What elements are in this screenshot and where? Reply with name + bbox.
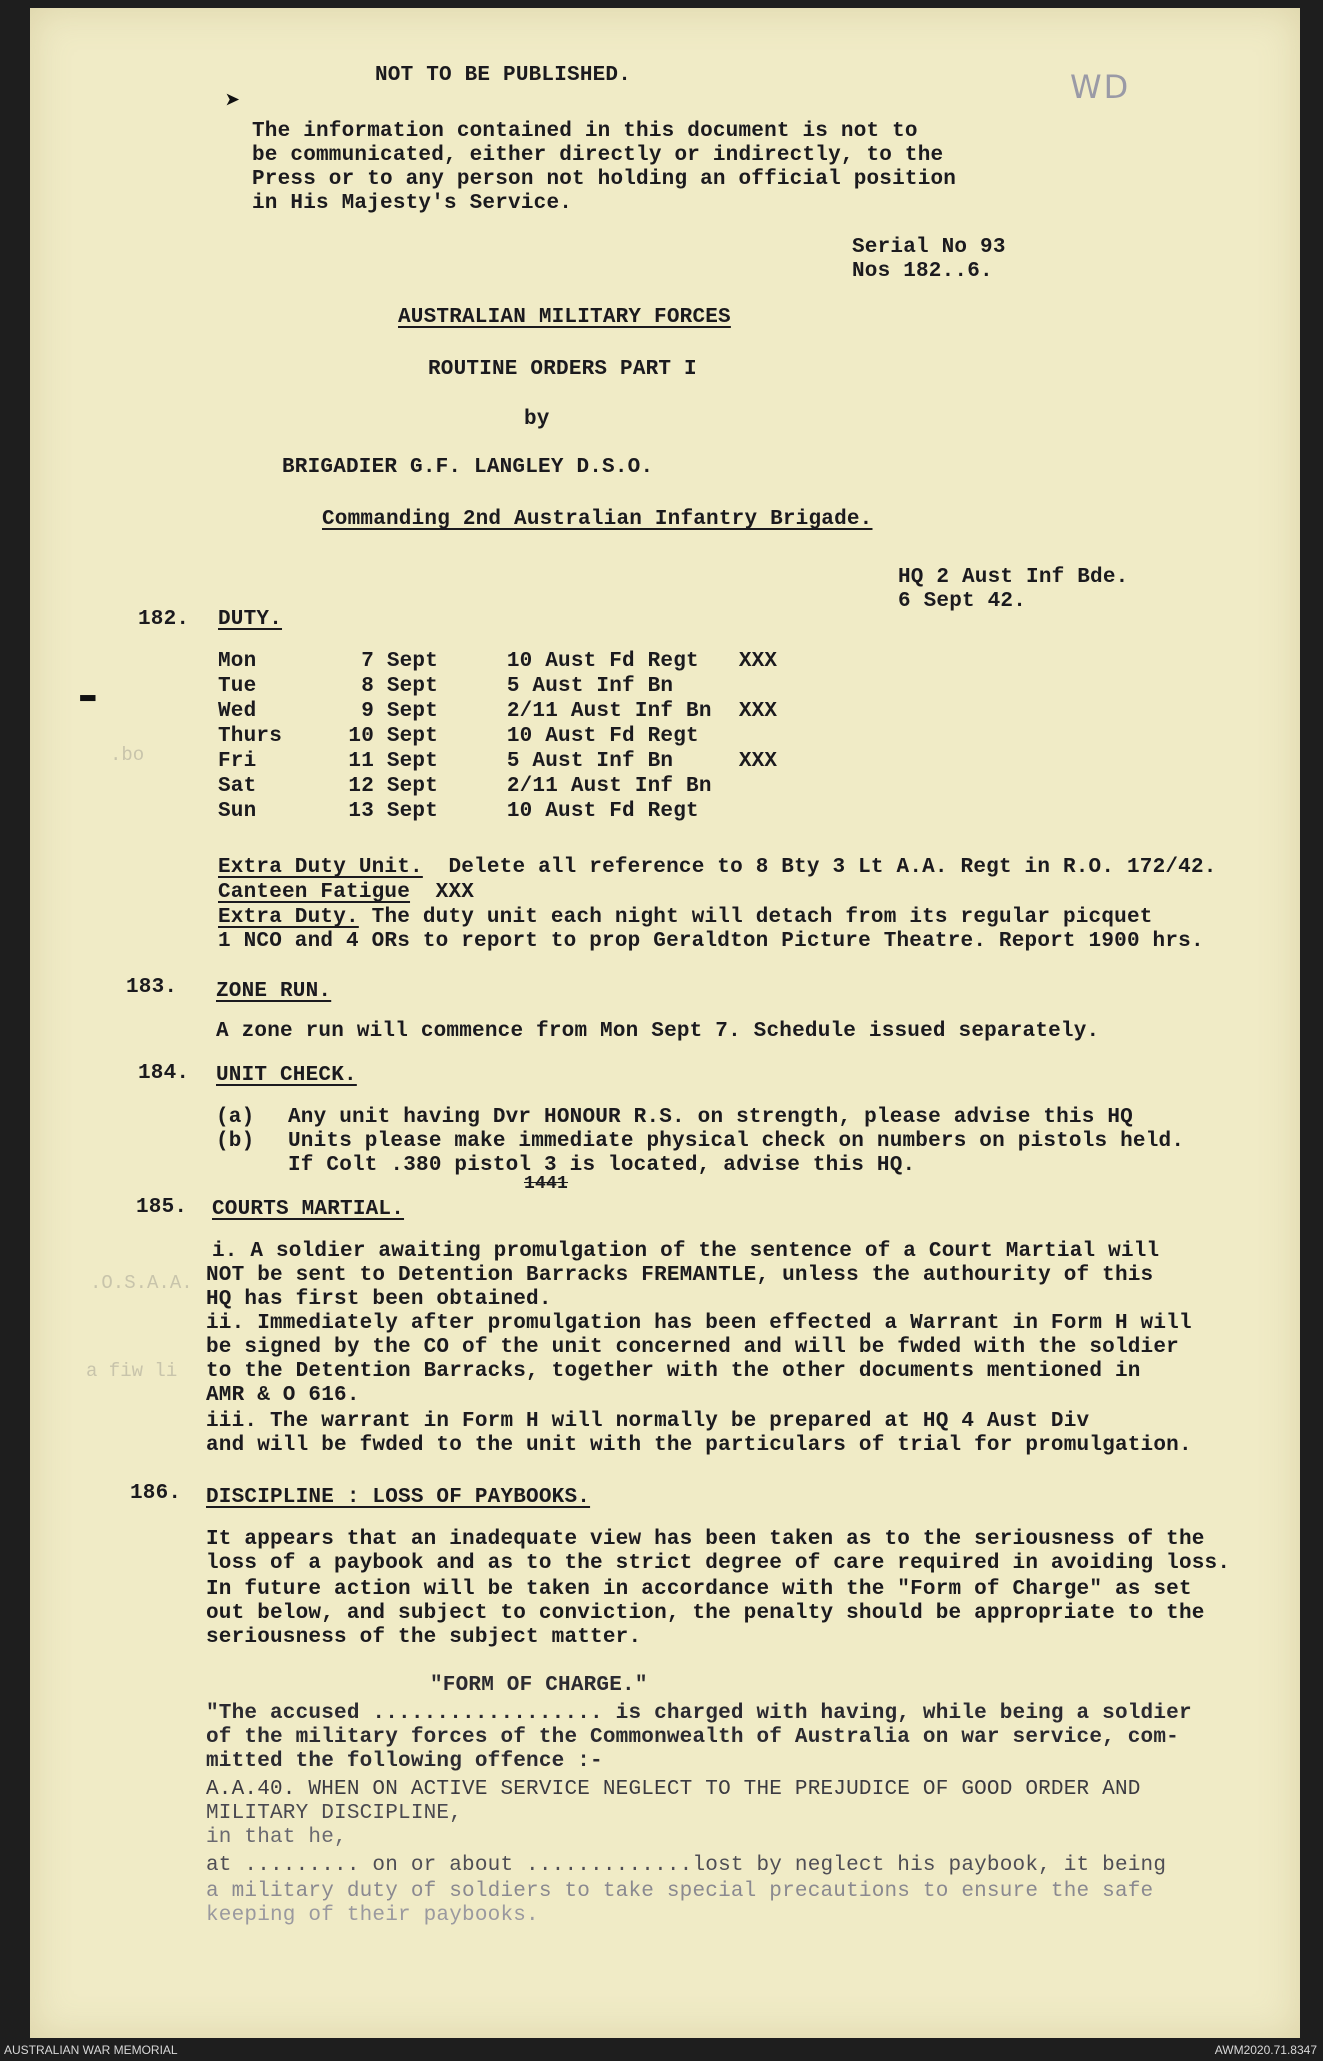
notice-line: Press or to any person not holding an official position bbox=[252, 168, 957, 191]
courts-martial-line: HQ has first been obtained. bbox=[206, 1288, 552, 1311]
courts-martial-line: AMR & O 616. bbox=[206, 1384, 360, 1407]
courts-martial-line: iii. The warrant in Form H will normally be prepared at HQ 4 Aust Div bbox=[206, 1410, 1090, 1433]
duty-heading: DUTY. bbox=[218, 608, 283, 631]
punch-hole-mark: ▬ bbox=[80, 680, 96, 710]
courts-martial-line: and will be fwded to the unit with the particulars of trial for promulgation. bbox=[206, 1434, 1192, 1457]
extra-duty-unit-row bbox=[218, 856, 1217, 879]
extra-duty-unit-text: Delete all reference to 8 Bty 3 Lt A.A. Regt in R.O. 172/42. bbox=[448, 856, 1217, 879]
unit-check-item-b-continued: If Colt .380 pistol 3 is located, advise this HQ. bbox=[288, 1154, 916, 1177]
unit-check-item-a: (a) Any unit having Dvr HONOUR R.S. on strength, please advise this HQ bbox=[216, 1106, 1133, 1129]
date-line: 6 Sept 42. bbox=[898, 590, 1027, 613]
form-line: mitted the following offence :- bbox=[206, 1750, 603, 1773]
zone-run-text: A zone run will commence from Mon Sept 7. Schedule issued separately. bbox=[216, 1020, 1100, 1043]
form-of-charge-heading: "FORM OF CHARGE." bbox=[430, 1674, 648, 1697]
charge-line: MILITARY DISCIPLINE, bbox=[206, 1802, 463, 1825]
extra-duty-unit-label: Extra Duty Unit. bbox=[218, 856, 423, 879]
overtyped-marks: 1441 bbox=[524, 1174, 569, 1194]
courts-martial-line: NOT be sent to Detention Barracks FREMANTLE, unless the authourity of this bbox=[206, 1264, 1154, 1287]
courts-martial-line: i. A soldier awaiting promulgation of the sentence of a Court Martial will bbox=[212, 1240, 1160, 1263]
punch-hole-mark: ➤ bbox=[225, 87, 241, 117]
discipline-line: loss of a paybook and as to the strict degree of care required in avoiding loss. bbox=[206, 1552, 1231, 1575]
duty-row: Fri 11 Sept 5 Aust Inf Bn XXX bbox=[218, 750, 778, 773]
particulars-line: keeping of their paybooks. bbox=[206, 1904, 539, 1927]
discipline-line: out below, and subject to conviction, the penalty should be appropriate to the bbox=[206, 1602, 1205, 1625]
notice-line: in His Majesty's Service. bbox=[252, 192, 573, 215]
particulars-line: a military duty of soldiers to take special precautions to ensure the safe bbox=[206, 1880, 1154, 1903]
order-numbers: Nos 182..6. bbox=[852, 260, 993, 283]
command-line: Commanding 2nd Australian Infantry Brigade. bbox=[322, 508, 873, 531]
form-line: "The accused .................. is charged with having, while being a soldier bbox=[206, 1702, 1192, 1725]
section-number-186: 186. bbox=[130, 1482, 182, 1505]
section-number-182: 182. bbox=[138, 608, 190, 631]
charge-line: A.A.40. WHEN ON ACTIVE SERVICE NEGLECT TO THE PREJUDICE OF GOOD ORDER AND bbox=[206, 1778, 1141, 1801]
force-title: AUSTRALIAN MILITARY FORCES bbox=[398, 306, 731, 329]
bleed-through-text: .bo bbox=[110, 744, 145, 766]
section-number-185: 185. bbox=[136, 1196, 188, 1219]
courts-martial-line: to the Detention Barracks, together with the other documents mentioned in bbox=[206, 1360, 1141, 1383]
commander-name: BRIGADIER G.F. LANGLEY D.S.O. bbox=[282, 456, 654, 479]
orders-title: ROUTINE ORDERS PART I bbox=[428, 358, 697, 381]
form-line: of the military forces of the Commonwealth of Australia on war service, com- bbox=[206, 1726, 1179, 1749]
canteen-fatigue-row bbox=[218, 881, 474, 904]
hq-line: HQ 2 Aust Inf Bde. bbox=[898, 566, 1129, 589]
duty-row: Thurs 10 Sept 10 Aust Fd Regt bbox=[218, 725, 699, 748]
serial-number: Serial No 93 bbox=[852, 236, 1006, 259]
notice-line: The information contained in this document is not to bbox=[252, 120, 918, 143]
bleed-through-text: a fiw li bbox=[86, 1360, 178, 1382]
extra-duty-text: The duty unit each night will detach from its regular picquet bbox=[371, 906, 1153, 929]
extra-duty-row bbox=[218, 906, 1153, 929]
discipline-line: In future action will be taken in accordance with the "Form of Charge" as set bbox=[206, 1578, 1192, 1601]
duty-row: Sat 12 Sept 2/11 Aust Inf Bn bbox=[218, 775, 712, 798]
extra-duty-label: Extra Duty. bbox=[218, 906, 359, 929]
handwritten-annotation: WD bbox=[1070, 68, 1131, 106]
courts-martial-line: be signed by the CO of the unit concerned and will be fwded with the soldier bbox=[206, 1336, 1179, 1359]
by-line: by bbox=[524, 408, 550, 431]
discipline-line: It appears that an inadequate view has been taken as to the seriousness of the bbox=[206, 1528, 1205, 1551]
section-number-184: 184. bbox=[138, 1062, 190, 1085]
duty-row: Sun 13 Sept 10 Aust Fd Regt bbox=[218, 800, 699, 823]
discipline-heading: DISCIPLINE : LOSS OF PAYBOOKS. bbox=[206, 1486, 591, 1509]
zone-run-heading: ZONE RUN. bbox=[216, 980, 332, 1003]
section-number-183: 183. bbox=[126, 976, 178, 999]
unit-check-item-b: (b) Units please make immediate physical check on numbers on pistols held. bbox=[216, 1130, 1185, 1153]
footer-institution: AUSTRALIAN WAR MEMORIAL bbox=[4, 2043, 178, 2057]
duty-row: Wed 9 Sept 2/11 Aust Inf Bn XXX bbox=[218, 700, 778, 723]
notice-line: be communicated, either directly or indirectly, to the bbox=[252, 144, 944, 167]
bleed-through-text: .O.S.A.A. bbox=[90, 1272, 193, 1294]
unit-check-heading: UNIT CHECK. bbox=[216, 1064, 357, 1087]
discipline-line: seriousness of the subject matter. bbox=[206, 1626, 642, 1649]
particulars-line: at ......... on or about .............lost by neglect his paybook, it being bbox=[206, 1854, 1167, 1877]
duty-row: Tue 8 Sept 5 Aust Inf Bn bbox=[218, 675, 674, 698]
duty-row: Mon 7 Sept 10 Aust Fd Regt XXX bbox=[218, 650, 778, 673]
courts-martial-line: ii. Immediately after promulgation has been effected a Warrant in Form H will bbox=[206, 1312, 1192, 1335]
document-page bbox=[30, 8, 1300, 2038]
footer-catalogue-id: AWM2020.71.8347 bbox=[1214, 2043, 1317, 2057]
canteen-fatigue-label: Canteen Fatigue bbox=[218, 881, 411, 904]
restriction-heading: NOT TO BE PUBLISHED. bbox=[375, 64, 632, 87]
extra-duty-text-continued: 1 NCO and 4 ORs to report to prop Geraldton Picture Theatre. Report 1900 hrs. bbox=[218, 930, 1204, 953]
courts-martial-heading: COURTS MARTIAL. bbox=[212, 1198, 405, 1221]
canteen-fatigue-text: XXX bbox=[435, 881, 475, 904]
particulars-line: in that he, bbox=[206, 1826, 347, 1849]
